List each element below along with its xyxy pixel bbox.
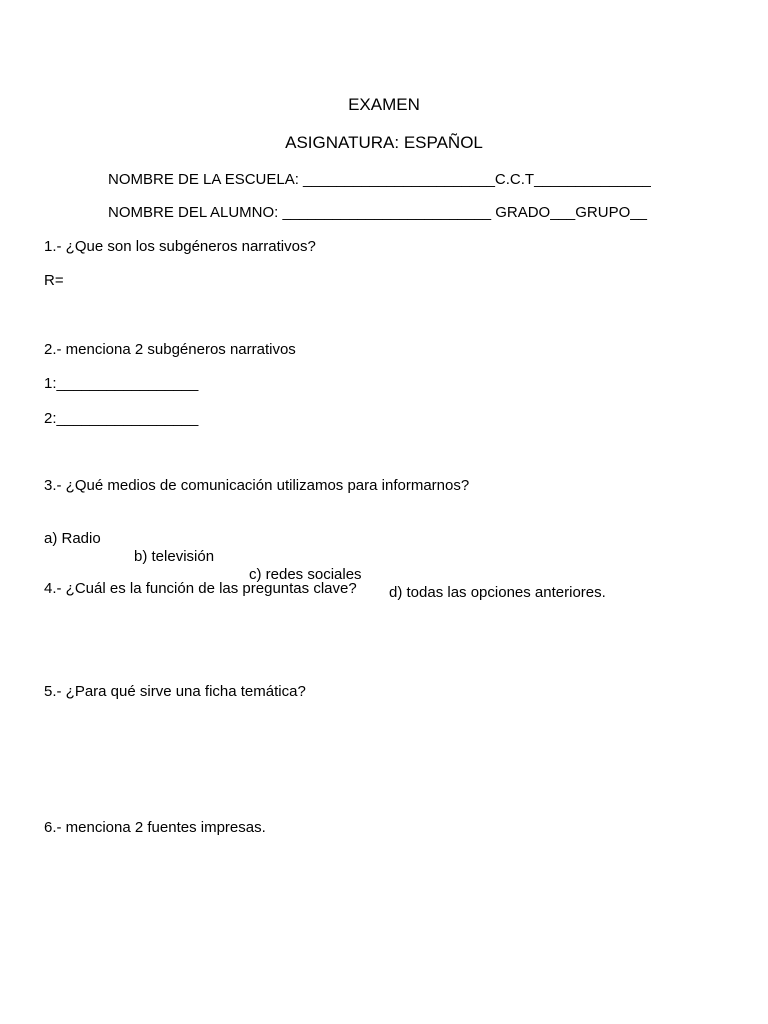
exam-title: EXAMEN: [348, 95, 420, 114]
option-a: a) Radio: [44, 530, 101, 547]
question-2: 2.- menciona 2 subgéneros narrativos: [44, 341, 296, 358]
answer-prefix-1: R=: [44, 272, 64, 289]
question-1: 1.- ¿Que son los subgéneros narrativos?: [44, 238, 316, 255]
question-3: 3.- ¿Qué medios de comunicación utilizamos para informarnos?: [44, 477, 470, 494]
option-b: b) televisión: [134, 548, 215, 565]
question-4: 4.- ¿Cuál es la función de las preguntas clave?: [44, 580, 357, 597]
subject-heading: ASIGNATURA: ESPAÑOL: [285, 133, 483, 152]
school-name-field: NOMBRE DE LA ESCUELA: _______________________C.C.T______________: [108, 171, 651, 188]
answer-blank-2: 2:_________________: [44, 410, 199, 427]
question-5: 5.- ¿Para qué sirve una ficha temática?: [44, 683, 306, 700]
answer-blank-1: 1:_________________: [44, 375, 199, 392]
option-d: d) todas las opciones anteriores.: [389, 584, 606, 601]
student-name-field: NOMBRE DEL ALUMNO: _________________________ GRADO___GRUPO__: [108, 204, 647, 221]
option-c: c) redes sociales: [249, 566, 362, 583]
question-6: 6.- menciona 2 fuentes impresas.: [44, 819, 266, 836]
